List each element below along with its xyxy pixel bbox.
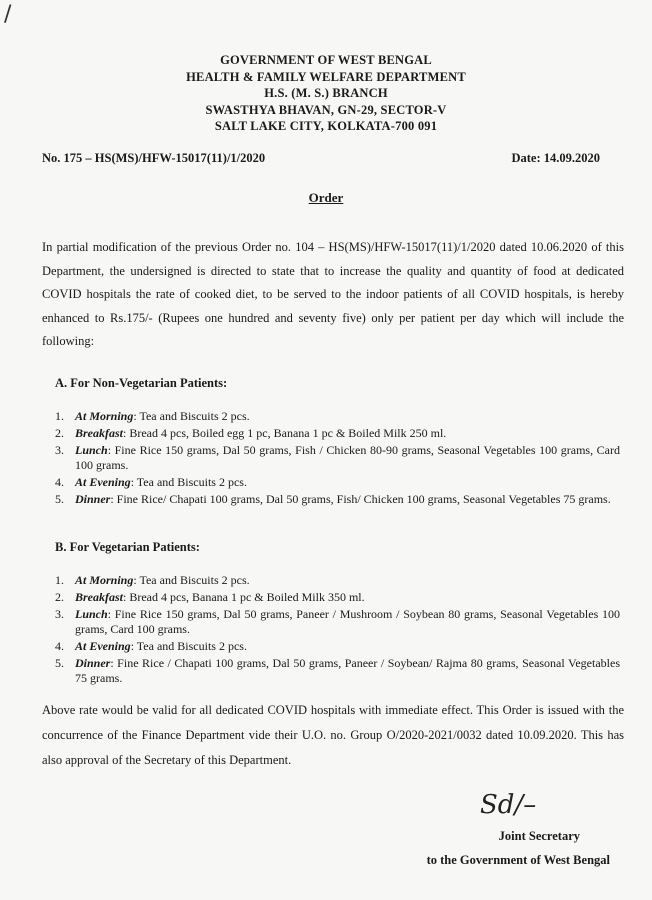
list-item: [55, 426, 620, 441]
list-item: [55, 443, 620, 473]
meal-name: At Morning: [75, 409, 134, 423]
meal-detail: : Fine Rice / Chapati 100 grams, Dal 50 grams, Paneer / Soybean/ Rajma 80 grams, Seasonal Vegetables 75 grams.: [75, 656, 620, 685]
order-date: Date: 14.09.2020: [511, 151, 600, 165]
signatory-title: Joint Secretary: [498, 829, 580, 843]
meal-detail: : Tea and Biscuits 2 pcs.: [133, 409, 250, 423]
list-item: [55, 573, 620, 588]
section-heading-non-veg: A. For Non-Vegetarian Patients:: [55, 376, 228, 390]
signature-mark: Sd/–: [480, 790, 537, 820]
meal-detail: : Tea and Biscuits 2 pcs.: [130, 475, 247, 489]
meal-name: Lunch: [75, 443, 108, 457]
meal-name: Dinner: [75, 492, 111, 506]
meal-detail: : Fine Rice 150 grams, Dal 50 grams, Fish / Chicken 80-90 grams, Seasonal Vegetables 100 grams, Card 100 grams.: [75, 443, 620, 472]
list-item: [55, 607, 620, 637]
list-item: [55, 492, 620, 507]
meal-name: Lunch: [75, 607, 108, 621]
page-title: Order: [308, 190, 344, 205]
meal-detail: : Bread 4 pcs, Banana 1 pc & Boiled Milk 350 ml.: [123, 590, 365, 604]
item-number: 4.: [55, 475, 64, 489]
meal-detail: : Fine Rice 150 grams, Dal 50 grams, Paneer / Mushroom / Soybean 80 grams, Seasonal Vegetables 100 grams, Card 100 grams.: [75, 607, 620, 636]
meal-name: At Morning: [75, 573, 134, 587]
item-number: 5.: [55, 492, 64, 506]
item-number: 3.: [55, 607, 64, 621]
signatory-office: to the Government of West Bengal: [426, 853, 610, 867]
item-number: 1.: [55, 573, 64, 587]
non-veg-meal-list: [55, 409, 620, 509]
veg-meal-list: [55, 573, 620, 688]
list-item: [55, 475, 620, 490]
meal-name: Dinner: [75, 656, 111, 670]
meal-detail: : Tea and Biscuits 2 pcs.: [133, 573, 250, 587]
meal-detail: : Fine Rice/ Chapati 100 grams, Dal 50 grams, Fish/ Chicken 100 grams, Seasonal Vegetables 75 grams.: [110, 492, 611, 506]
item-number: 2.: [55, 426, 64, 440]
meal-name: Breakfast: [75, 426, 123, 440]
list-item: [55, 590, 620, 605]
list-item: [55, 656, 620, 686]
item-number: 4.: [55, 639, 64, 653]
item-number: 2.: [55, 590, 64, 604]
letterhead-line-branch: H.S. (M. S.) BRANCH: [264, 86, 388, 100]
closing-paragraph: Above rate would be valid for all dedicated COVID hospitals with immediate effect. This Order is issued with the concurrence of the Finance Department vide their U.O. no. Group O/2020-2021/0032 dated 10.09.2020. This has also approval of the Secretary of this Department.: [42, 703, 624, 767]
item-number: 1.: [55, 409, 64, 423]
letterhead-line-government: GOVERNMENT OF WEST BENGAL: [220, 53, 432, 67]
letterhead-line-department: HEALTH & FAMILY WELFARE DEPARTMENT: [186, 69, 466, 84]
letterhead-line-building: SWASTHYA BHAVAN, GN-29, SECTOR-V: [205, 102, 447, 117]
list-item: [55, 409, 620, 424]
item-number: 5.: [55, 656, 64, 670]
item-number: 3.: [55, 443, 64, 457]
list-item: [55, 639, 620, 654]
order-number: No. 175 – HS(MS)/HFW-15017(11)/1/2020: [42, 151, 266, 165]
section-heading-veg: B. For Vegetarian Patients:: [55, 540, 200, 554]
corner-mark: /: [4, 2, 12, 27]
letterhead-line-city: SALT LAKE CITY, KOLKATA-700 091: [214, 119, 438, 133]
meal-name: At Evening: [75, 475, 131, 489]
meal-detail: : Tea and Biscuits 2 pcs.: [130, 639, 247, 653]
meal-detail: : Bread 4 pcs, Boiled egg 1 pc, Banana 1 pc & Boiled Milk 250 ml.: [123, 426, 447, 440]
intro-paragraph: In partial modification of the previous Order no. 104 – HS(MS)/HFW-15017(11)/1/2020 dated 10.06.2020 of this Department, the undersigned is directed to state that to increase the quality and quantity of food at dedicated COVID hospitals the rate of cooked diet, to be served to the indoor patients of all COVID hospitals, is hereby enhanced to Rs.175/- (Rupees one hundred and seventy five) only per patient per day which will include the following:: [42, 240, 624, 348]
reference-line: [42, 151, 600, 166]
meal-name: Breakfast: [75, 590, 123, 604]
meal-name: At Evening: [75, 639, 131, 653]
letterhead: [0, 52, 652, 135]
